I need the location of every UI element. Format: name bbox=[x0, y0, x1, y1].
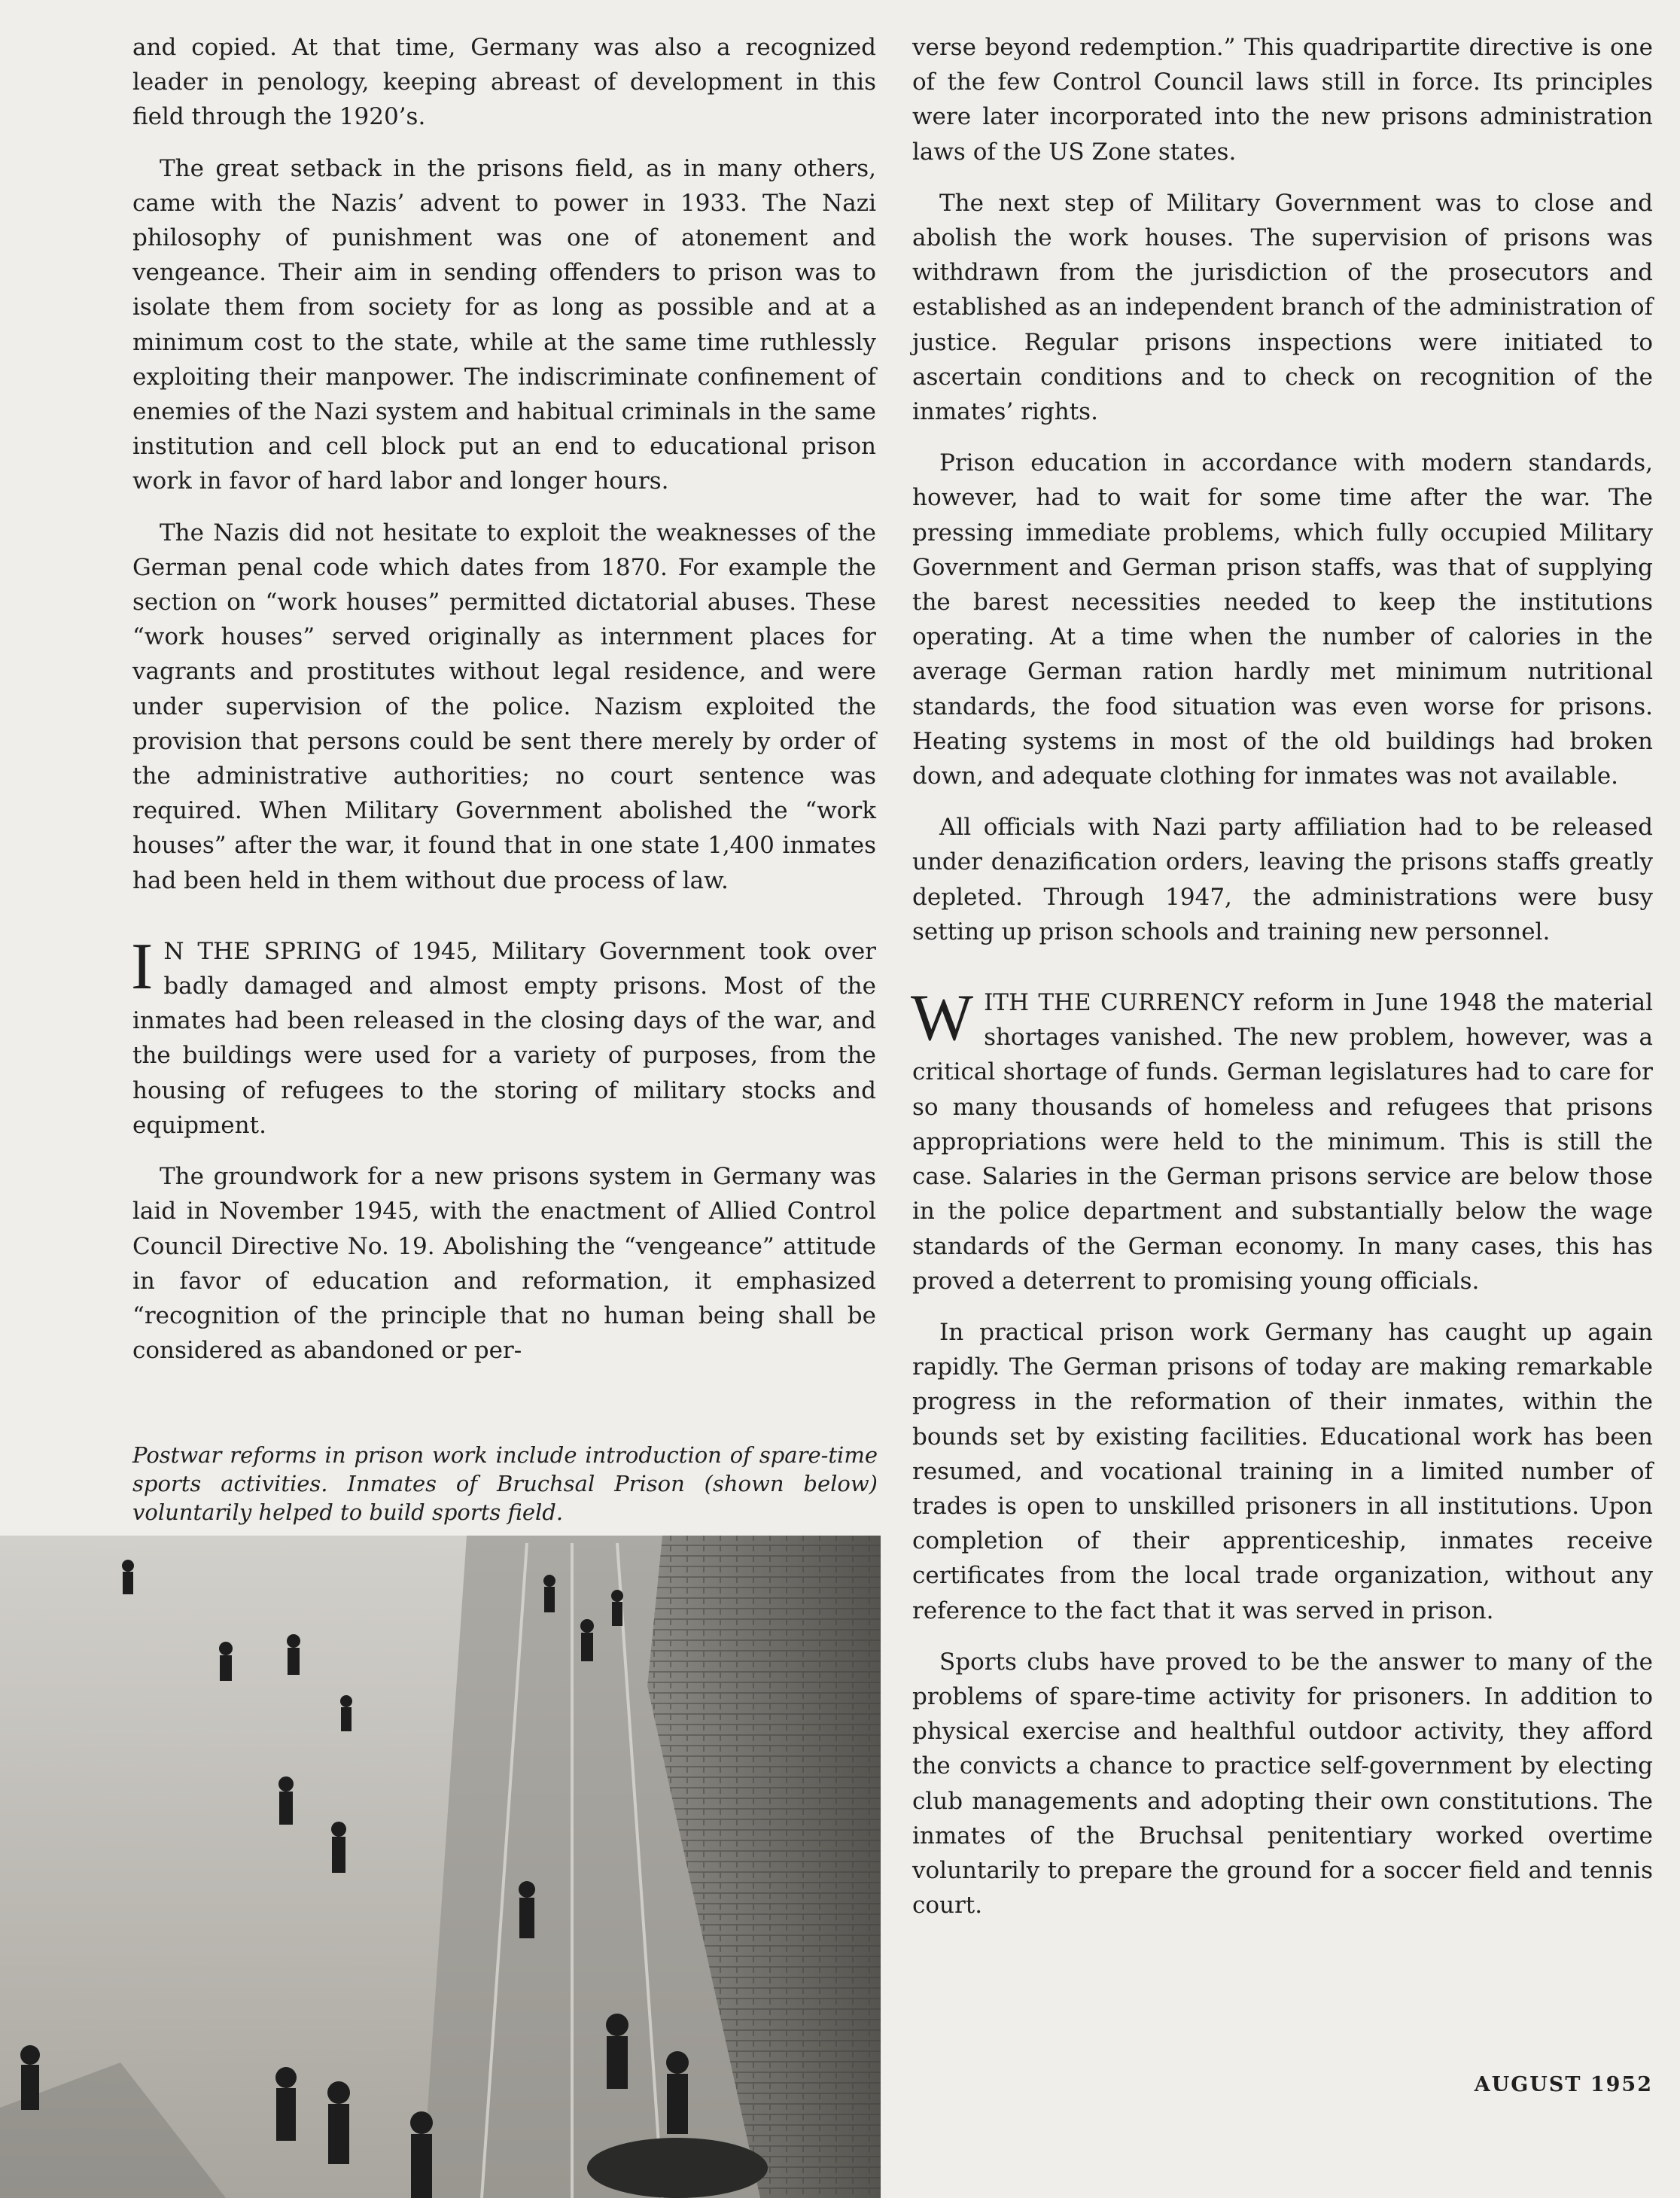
paragraph: The great setback in the prisons field, as in many others, came with the Nazis’ advent to power in 1933. The Nazi philosophy of punishment was one of atonement and vengeance. Their aim in sending offenders to prison was to isolate them from society for as long as possible and at a minimum cost to the state, while at the same time ruthlessly exploiting their manpower. The indiscriminate confinement of enemies of the Nazi system and habitual criminals in the same institution and cell block put an end to educational prison work in favor of hard labor and longer hours. bbox=[132, 154, 876, 495]
page-footer: AUGUST 1952 bbox=[1474, 2073, 1653, 2096]
paragraph: The groundwork for a new prisons system in Germany was laid in November 1945, with the enactment of Allied Control Council Directive No. 19. Abolishing the “vengeance” attitude in favor of education and reformation, it emphasized “recognition of the principle that no human being shall be considered as abandoned or per- bbox=[132, 1163, 876, 1365]
photo-caption: Postwar reforms in prison work include introduction of spare-time sports activities. Inmates of Bruchsal Prison (shown below) voluntarily helped to build sports field. bbox=[132, 1442, 878, 1525]
section-lead: N THE SPRING bbox=[163, 937, 362, 965]
prison-yard-photo bbox=[0, 1536, 881, 2198]
section-paragraph bbox=[131, 930, 876, 1143]
left-column bbox=[132, 30, 876, 1368]
section-paragraph bbox=[911, 982, 1653, 1298]
section-text: of 1945, Military Government took over badly damaged and almost empty prisons. Most of the inmates had been released in the closing days of the war, and the buildings were used for a variety of purposes, from the housing of refugees to the storing of military stocks and equipment. bbox=[132, 937, 876, 1139]
paragraph: Sports clubs have proved to be the answer to many of the problems of spare-time activity for prisoners. In addition to physical exercise and healthful outdoor activity, they afford the convicts a chance to practice self-government by electing club managements and adopting their own constitutions. The inmates of the Bruchsal penitentiary worked overtime voluntarily to prepare the ground for a soccer field and tennis court. bbox=[912, 1648, 1653, 1919]
paragraph: All officials with Nazi party affiliation had to be released under denazification orders, leaving the prisons staffs greatly depleted. Through 1947, the administrations were busy setting up prison schools and training new personnel. bbox=[912, 814, 1653, 945]
paragraph: In practical prison work Germany has caught up again rapidly. The German prisons of today are making remarkable progress in the reformation of their inmates, within the bounds set by existing facilities. Educational work has been resumed, and vocational training in a limited number of trades is open to unskilled prisoners in all institutions. Upon completion of their apprenticeship, inmates receive certificates from the local trade organization, without any reference to the fact that it was served in prison. bbox=[912, 1318, 1653, 1624]
drop-cap: W bbox=[911, 982, 974, 1055]
section-text: reform in June 1948 the material shortages vanished. The new problem, however, was a critical shortage of funds. German legislatures had to care for so many thousands of homeless and refugees that prisons appropriations were held to the minimum. This is still the case. Salaries in the German prisons service are below those in the police department and substantially below the wage standards of the German economy. In many cases, this has proved a deterrent to promising young officials. bbox=[912, 989, 1653, 1295]
section-lead: ITH THE CURRENCY bbox=[984, 989, 1244, 1017]
right-column bbox=[912, 30, 1653, 1922]
paragraph: The next step of Military Government was to close and abolish the work houses. The supervision of prisons was withdrawn from the jurisdiction of the prosecutors and established as an independent branch of the administration of justice. Regular prisons inspections were initiated to ascertain conditions and to check on recognition of the inmates’ rights. bbox=[912, 189, 1653, 426]
paragraph: verse beyond redemption.” This quadripartite directive is one of the few Control Council laws still in force. Its principles were later incorporated into the new prisons administration laws of the US Zone states. bbox=[912, 34, 1653, 166]
paragraph: and copied. At that time, Germany was also a recognized leader in penology, keeping abreast of development in this field through the 1920’s. bbox=[132, 34, 876, 131]
roller bbox=[587, 2138, 768, 2198]
drop-cap: I bbox=[131, 930, 154, 1003]
paragraph: The Nazis did not hesitate to exploit the weaknesses of the German penal code which dates from 1870. For example the section on “work houses” permitted dictatorial abuses. These “work houses” served originally as internment places for vagrants and prostitutes without legal residence, and were under supervision of the police. Nazism exploited the provision that persons could be sent there merely by order of the administrative authorities; no court sentence was required. When Military Government abolished the “work houses” after the war, it found that in one state 1,400 inmates had been held in them without due process of law. bbox=[132, 519, 876, 894]
photo-illustration bbox=[0, 1536, 881, 2198]
paragraph: Prison education in accordance with modern standards, however, had to wait for some time after the war. The pressing immediate problems, which fully occupied Military Government and German prison staffs, was that of supplying the barest necessities needed to keep the institutions operating. At a time when the number of calories in the average German ration hardly met minimum nutritional standards, the food situation was even worse for prisons. Heating systems in most of the old buildings had broken down, and adequate clothing for inmates was not available. bbox=[912, 449, 1653, 790]
